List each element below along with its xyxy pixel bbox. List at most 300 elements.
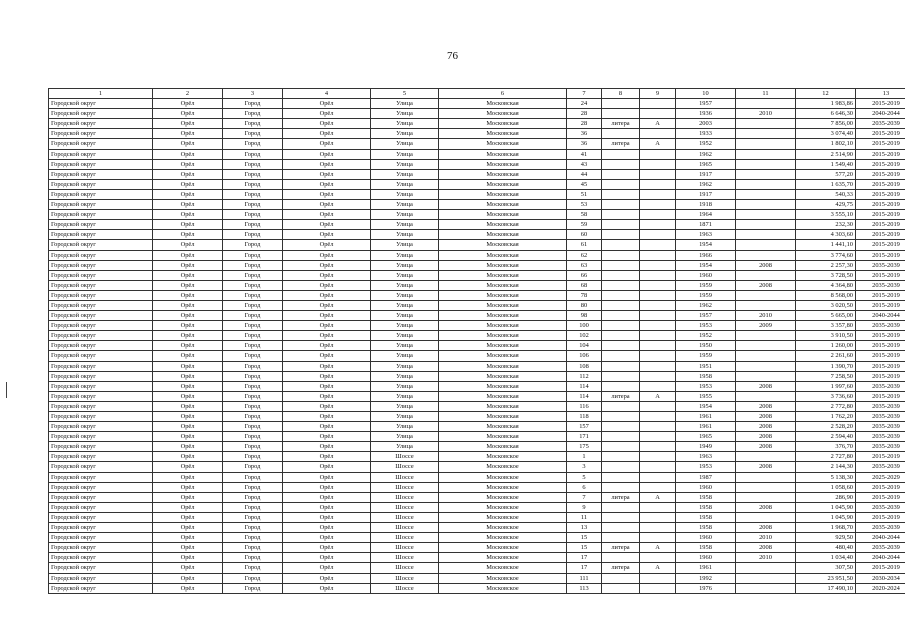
cell-construction-year: 1958 xyxy=(676,492,736,502)
cell-settlement-name: Орёл xyxy=(283,391,371,401)
cell-last-repair-year xyxy=(736,230,796,240)
cell-planned-period: 2035-2039 xyxy=(856,432,905,442)
cell-settlement-type: Город xyxy=(223,250,283,260)
cell-building-letter: А xyxy=(640,139,676,149)
column-header: 4 xyxy=(283,89,371,99)
cell-settlement-name: Орёл xyxy=(283,341,371,351)
cell-municipality-name: Орёл xyxy=(153,260,223,270)
cell-settlement-type: Город xyxy=(223,462,283,472)
cell-building-letter xyxy=(640,583,676,593)
cell-building-letter xyxy=(640,462,676,472)
cell-municipality-type: Городской округ xyxy=(49,210,153,220)
cell-settlement-name: Орёл xyxy=(283,139,371,149)
cell-municipality-name: Орёл xyxy=(153,280,223,290)
cell-last-repair-year xyxy=(736,391,796,401)
cell-last-repair-year xyxy=(736,563,796,573)
cell-street-type: Улица xyxy=(371,109,439,119)
cell-house-number: 7 xyxy=(567,492,602,502)
cell-street-name: Московское xyxy=(439,482,567,492)
cell-municipality-name: Орёл xyxy=(153,290,223,300)
cell-building-mark xyxy=(602,250,640,260)
cell-settlement-type: Город xyxy=(223,371,283,381)
cell-street-type: Улица xyxy=(371,341,439,351)
cell-settlement-type: Город xyxy=(223,311,283,321)
table-row xyxy=(49,442,905,452)
table-row xyxy=(49,189,905,199)
cell-street-type: Улица xyxy=(371,270,439,280)
table-row xyxy=(49,432,905,442)
table-body xyxy=(49,99,905,594)
cell-house-number: 13 xyxy=(567,523,602,533)
table-row xyxy=(49,109,905,119)
cell-building-mark xyxy=(602,159,640,169)
cell-planned-period: 2025-2029 xyxy=(856,472,905,482)
cell-municipality-type: Городской округ xyxy=(49,331,153,341)
cell-street-name: Московская xyxy=(439,260,567,270)
cell-last-repair-year xyxy=(736,139,796,149)
cell-total-area: 23 951,50 xyxy=(796,573,856,583)
table-row xyxy=(49,492,905,502)
cell-settlement-type: Город xyxy=(223,442,283,452)
cell-last-repair-year: 2008 xyxy=(736,381,796,391)
cell-settlement-name: Орёл xyxy=(283,442,371,452)
table-row xyxy=(49,129,905,139)
cell-settlement-name: Орёл xyxy=(283,452,371,462)
cell-municipality-name: Орёл xyxy=(153,321,223,331)
cell-municipality-name: Орёл xyxy=(153,583,223,593)
cell-street-type: Шоссе xyxy=(371,563,439,573)
cell-construction-year: 1954 xyxy=(676,240,736,250)
cell-building-letter xyxy=(640,523,676,533)
cell-planned-period: 2035-2039 xyxy=(856,119,905,129)
cell-settlement-type: Город xyxy=(223,200,283,210)
cell-municipality-type: Городской округ xyxy=(49,442,153,452)
cell-house-number: 102 xyxy=(567,331,602,341)
cell-settlement-type: Город xyxy=(223,432,283,442)
cell-total-area: 1 058,60 xyxy=(796,482,856,492)
cell-street-type: Шоссе xyxy=(371,583,439,593)
cell-municipality-name: Орёл xyxy=(153,169,223,179)
cell-total-area: 1 045,90 xyxy=(796,512,856,522)
column-header: 1 xyxy=(49,89,153,99)
cell-planned-period: 2015-2019 xyxy=(856,361,905,371)
cell-last-repair-year xyxy=(736,371,796,381)
cell-street-name: Московская xyxy=(439,432,567,442)
cell-settlement-type: Город xyxy=(223,412,283,422)
cell-house-number: 175 xyxy=(567,442,602,452)
cell-street-type: Улица xyxy=(371,422,439,432)
cell-planned-period: 2015-2019 xyxy=(856,351,905,361)
cell-municipality-type: Городской округ xyxy=(49,492,153,502)
cell-building-mark xyxy=(602,149,640,159)
cell-building-mark xyxy=(602,371,640,381)
cell-house-number: 17 xyxy=(567,553,602,563)
table-row xyxy=(49,422,905,432)
cell-municipality-type: Городской округ xyxy=(49,240,153,250)
cell-planned-period: 2015-2019 xyxy=(856,341,905,351)
cell-house-number: 78 xyxy=(567,290,602,300)
cell-municipality-type: Городской округ xyxy=(49,583,153,593)
cell-municipality-type: Городской округ xyxy=(49,341,153,351)
cell-street-type: Улица xyxy=(371,149,439,159)
cell-building-mark xyxy=(602,361,640,371)
cell-last-repair-year xyxy=(736,492,796,502)
cell-last-repair-year: 2008 xyxy=(736,412,796,422)
cell-construction-year: 1960 xyxy=(676,482,736,492)
cell-street-name: Московская xyxy=(439,159,567,169)
cell-building-mark xyxy=(602,189,640,199)
cell-settlement-type: Город xyxy=(223,270,283,280)
cell-street-name: Московское xyxy=(439,452,567,462)
cell-last-repair-year xyxy=(736,220,796,230)
cell-municipality-name: Орёл xyxy=(153,341,223,351)
cell-street-type: Шоссе xyxy=(371,533,439,543)
cell-building-mark xyxy=(602,401,640,411)
cell-construction-year: 1961 xyxy=(676,563,736,573)
cell-last-repair-year xyxy=(736,200,796,210)
cell-settlement-type: Город xyxy=(223,452,283,462)
cell-last-repair-year xyxy=(736,159,796,169)
cell-last-repair-year: 2008 xyxy=(736,543,796,553)
cell-building-mark xyxy=(602,452,640,462)
cell-house-number: 68 xyxy=(567,280,602,290)
cell-municipality-type: Городской округ xyxy=(49,533,153,543)
cell-building-letter xyxy=(640,109,676,119)
cell-settlement-type: Город xyxy=(223,189,283,199)
cell-street-name: Московская xyxy=(439,401,567,411)
cell-building-mark xyxy=(602,573,640,583)
cell-house-number: 61 xyxy=(567,240,602,250)
cell-house-number: 17 xyxy=(567,563,602,573)
cell-settlement-name: Орёл xyxy=(283,502,371,512)
cell-settlement-type: Город xyxy=(223,290,283,300)
cell-construction-year: 1961 xyxy=(676,422,736,432)
cell-construction-year: 1960 xyxy=(676,270,736,280)
cell-municipality-type: Городской округ xyxy=(49,280,153,290)
cell-street-name: Московская xyxy=(439,361,567,371)
cell-construction-year: 1962 xyxy=(676,300,736,310)
cell-building-mark: литера xyxy=(602,563,640,573)
cell-settlement-name: Орёл xyxy=(283,321,371,331)
cell-municipality-type: Городской округ xyxy=(49,553,153,563)
cell-building-mark xyxy=(602,482,640,492)
cell-street-type: Улица xyxy=(371,432,439,442)
cell-street-type: Улица xyxy=(371,321,439,331)
cell-settlement-name: Орёл xyxy=(283,149,371,159)
cell-settlement-type: Город xyxy=(223,169,283,179)
cell-construction-year: 1962 xyxy=(676,179,736,189)
cell-settlement-type: Город xyxy=(223,533,283,543)
cell-house-number: 11 xyxy=(567,512,602,522)
cell-house-number: 3 xyxy=(567,462,602,472)
cell-building-mark xyxy=(602,280,640,290)
cell-settlement-name: Орёл xyxy=(283,523,371,533)
cell-construction-year: 1965 xyxy=(676,159,736,169)
cell-street-name: Московская xyxy=(439,200,567,210)
cell-municipality-type: Городской округ xyxy=(49,502,153,512)
cell-construction-year: 1961 xyxy=(676,412,736,422)
cell-municipality-name: Орёл xyxy=(153,553,223,563)
cell-municipality-name: Орёл xyxy=(153,371,223,381)
cell-street-name: Московская xyxy=(439,442,567,452)
cell-street-name: Московская xyxy=(439,230,567,240)
cell-building-letter xyxy=(640,270,676,280)
cell-last-repair-year xyxy=(736,270,796,280)
cell-municipality-type: Городской округ xyxy=(49,169,153,179)
cell-municipality-type: Городской округ xyxy=(49,230,153,240)
cell-settlement-type: Город xyxy=(223,240,283,250)
cell-settlement-name: Орёл xyxy=(283,492,371,502)
cell-settlement-name: Орёл xyxy=(283,563,371,573)
cell-building-mark xyxy=(602,179,640,189)
cell-building-mark: литера xyxy=(602,492,640,502)
cell-building-letter xyxy=(640,230,676,240)
cell-building-letter xyxy=(640,331,676,341)
cell-street-name: Московская xyxy=(439,311,567,321)
cell-street-name: Московская xyxy=(439,240,567,250)
cell-planned-period: 2015-2019 xyxy=(856,139,905,149)
cell-street-type: Улица xyxy=(371,230,439,240)
cell-building-mark: литера xyxy=(602,139,640,149)
cell-municipality-name: Орёл xyxy=(153,533,223,543)
cell-planned-period: 2035-2039 xyxy=(856,523,905,533)
cell-total-area: 929,50 xyxy=(796,533,856,543)
column-header: 12 xyxy=(796,89,856,99)
table-row xyxy=(49,351,905,361)
cell-construction-year: 1933 xyxy=(676,129,736,139)
cell-total-area: 1 260,00 xyxy=(796,341,856,351)
cell-settlement-type: Город xyxy=(223,129,283,139)
cell-settlement-type: Город xyxy=(223,179,283,189)
cell-municipality-name: Орёл xyxy=(153,472,223,482)
cell-building-letter xyxy=(640,129,676,139)
cell-construction-year: 1936 xyxy=(676,109,736,119)
cell-municipality-name: Орёл xyxy=(153,240,223,250)
cell-municipality-type: Городской округ xyxy=(49,149,153,159)
table-row xyxy=(49,482,905,492)
cell-building-mark xyxy=(602,462,640,472)
cell-settlement-type: Город xyxy=(223,543,283,553)
cell-planned-period: 2035-2039 xyxy=(856,381,905,391)
cell-settlement-name: Орёл xyxy=(283,189,371,199)
cell-house-number: 15 xyxy=(567,543,602,553)
cell-municipality-type: Городской округ xyxy=(49,250,153,260)
cell-building-letter xyxy=(640,401,676,411)
cell-total-area: 1 802,10 xyxy=(796,139,856,149)
cell-building-letter xyxy=(640,482,676,492)
cell-construction-year: 1917 xyxy=(676,169,736,179)
cell-construction-year: 1957 xyxy=(676,311,736,321)
cell-municipality-name: Орёл xyxy=(153,412,223,422)
cell-settlement-type: Город xyxy=(223,139,283,149)
cell-total-area: 3 074,40 xyxy=(796,129,856,139)
cell-total-area: 5 138,30 xyxy=(796,472,856,482)
cell-total-area: 1 045,90 xyxy=(796,502,856,512)
cell-street-type: Улица xyxy=(371,442,439,452)
cell-municipality-name: Орёл xyxy=(153,179,223,189)
column-header: 6 xyxy=(439,89,567,99)
cell-street-type: Шоссе xyxy=(371,553,439,563)
cell-building-mark xyxy=(602,341,640,351)
cell-street-name: Московская xyxy=(439,290,567,300)
cell-planned-period: 2015-2019 xyxy=(856,563,905,573)
cell-building-letter xyxy=(640,321,676,331)
cell-street-type: Шоссе xyxy=(371,573,439,583)
cell-last-repair-year xyxy=(736,149,796,159)
cell-construction-year: 1958 xyxy=(676,512,736,522)
cell-last-repair-year xyxy=(736,573,796,583)
cell-street-type: Улица xyxy=(371,331,439,341)
cell-municipality-name: Орёл xyxy=(153,512,223,522)
cell-municipality-type: Городской округ xyxy=(49,482,153,492)
cell-building-mark xyxy=(602,533,640,543)
cell-house-number: 114 xyxy=(567,391,602,401)
cell-last-repair-year: 2008 xyxy=(736,442,796,452)
cell-building-mark xyxy=(602,270,640,280)
cell-planned-period: 2035-2039 xyxy=(856,462,905,472)
cell-street-type: Улица xyxy=(371,391,439,401)
cell-total-area: 3 910,50 xyxy=(796,331,856,341)
cell-municipality-name: Орёл xyxy=(153,351,223,361)
cell-settlement-type: Город xyxy=(223,361,283,371)
cell-street-type: Улица xyxy=(371,129,439,139)
cell-settlement-type: Город xyxy=(223,563,283,573)
cell-total-area: 577,20 xyxy=(796,169,856,179)
cell-building-letter xyxy=(640,381,676,391)
cell-street-type: Шоссе xyxy=(371,482,439,492)
cell-house-number: 45 xyxy=(567,179,602,189)
cell-total-area: 286,90 xyxy=(796,492,856,502)
cell-municipality-name: Орёл xyxy=(153,452,223,462)
cell-municipality-type: Городской округ xyxy=(49,462,153,472)
cell-house-number: 59 xyxy=(567,220,602,230)
cell-last-repair-year xyxy=(736,179,796,189)
cell-construction-year: 1987 xyxy=(676,472,736,482)
cell-construction-year: 1962 xyxy=(676,149,736,159)
cell-street-type: Улица xyxy=(371,260,439,270)
cell-municipality-type: Городской округ xyxy=(49,523,153,533)
cell-construction-year: 1953 xyxy=(676,381,736,391)
cell-street-type: Шоссе xyxy=(371,462,439,472)
cell-planned-period: 2015-2019 xyxy=(856,179,905,189)
cell-building-letter xyxy=(640,260,676,270)
cell-total-area: 3 728,50 xyxy=(796,270,856,280)
table-row xyxy=(49,341,905,351)
cell-planned-period: 2035-2039 xyxy=(856,280,905,290)
cell-municipality-type: Городской округ xyxy=(49,129,153,139)
cell-settlement-type: Город xyxy=(223,422,283,432)
cell-settlement-type: Город xyxy=(223,119,283,129)
table-row xyxy=(49,472,905,482)
page-number: 76 xyxy=(447,50,458,62)
cell-municipality-type: Городской округ xyxy=(49,200,153,210)
cell-settlement-name: Орёл xyxy=(283,482,371,492)
cell-house-number: 44 xyxy=(567,169,602,179)
cell-construction-year: 1960 xyxy=(676,533,736,543)
cell-last-repair-year xyxy=(736,300,796,310)
cell-building-mark xyxy=(602,472,640,482)
cell-municipality-type: Городской округ xyxy=(49,381,153,391)
cell-municipality-type: Городской округ xyxy=(49,139,153,149)
cell-construction-year: 1964 xyxy=(676,210,736,220)
cell-municipality-name: Орёл xyxy=(153,442,223,452)
cell-street-type: Шоссе xyxy=(371,512,439,522)
column-header: 2 xyxy=(153,89,223,99)
cell-building-letter xyxy=(640,250,676,260)
cell-total-area: 2 144,30 xyxy=(796,462,856,472)
cell-street-name: Московская xyxy=(439,119,567,129)
cell-settlement-name: Орёл xyxy=(283,109,371,119)
cell-building-mark xyxy=(602,523,640,533)
table-row xyxy=(49,533,905,543)
cell-last-repair-year: 2008 xyxy=(736,432,796,442)
cell-municipality-name: Орёл xyxy=(153,129,223,139)
cell-municipality-name: Орёл xyxy=(153,432,223,442)
cell-building-mark xyxy=(602,290,640,300)
cell-construction-year: 1963 xyxy=(676,230,736,240)
cell-street-name: Московская xyxy=(439,139,567,149)
cell-building-letter xyxy=(640,412,676,422)
cell-building-letter xyxy=(640,341,676,351)
cell-last-repair-year xyxy=(736,351,796,361)
cell-municipality-name: Орёл xyxy=(153,361,223,371)
cell-planned-period: 2040-2044 xyxy=(856,553,905,563)
cell-street-name: Московская xyxy=(439,109,567,119)
housing-register-table xyxy=(48,88,905,594)
cell-building-mark: литера xyxy=(602,543,640,553)
cell-last-repair-year xyxy=(736,210,796,220)
cell-total-area: 2 727,80 xyxy=(796,452,856,462)
column-header: 3 xyxy=(223,89,283,99)
cell-street-name: Московская xyxy=(439,220,567,230)
cell-municipality-name: Орёл xyxy=(153,159,223,169)
table-row xyxy=(49,583,905,593)
cell-settlement-name: Орёл xyxy=(283,230,371,240)
cell-municipality-name: Орёл xyxy=(153,523,223,533)
cell-construction-year: 1953 xyxy=(676,321,736,331)
table-row xyxy=(49,260,905,270)
cell-settlement-type: Город xyxy=(223,583,283,593)
cell-street-name: Московская xyxy=(439,422,567,432)
cell-planned-period: 2015-2019 xyxy=(856,220,905,230)
cell-municipality-type: Городской округ xyxy=(49,573,153,583)
cell-house-number: 28 xyxy=(567,109,602,119)
cell-street-name: Московская xyxy=(439,210,567,220)
cell-total-area: 2 261,60 xyxy=(796,351,856,361)
cell-settlement-name: Орёл xyxy=(283,361,371,371)
table-row xyxy=(49,200,905,210)
cell-building-mark xyxy=(602,502,640,512)
cell-street-type: Шоссе xyxy=(371,492,439,502)
cell-planned-period: 2040-2044 xyxy=(856,109,905,119)
cell-planned-period: 2015-2019 xyxy=(856,250,905,260)
cell-building-mark xyxy=(602,260,640,270)
cell-street-name: Московское xyxy=(439,583,567,593)
cell-municipality-name: Орёл xyxy=(153,573,223,583)
cell-settlement-type: Город xyxy=(223,512,283,522)
cell-construction-year: 1871 xyxy=(676,220,736,230)
cell-house-number: 157 xyxy=(567,422,602,432)
table-row xyxy=(49,311,905,321)
cell-street-type: Шоссе xyxy=(371,543,439,553)
cell-last-repair-year xyxy=(736,250,796,260)
cell-settlement-type: Город xyxy=(223,220,283,230)
cell-settlement-type: Город xyxy=(223,341,283,351)
cell-construction-year: 1959 xyxy=(676,351,736,361)
table-row xyxy=(49,543,905,553)
cell-municipality-type: Городской округ xyxy=(49,179,153,189)
cell-total-area: 3 555,10 xyxy=(796,210,856,220)
